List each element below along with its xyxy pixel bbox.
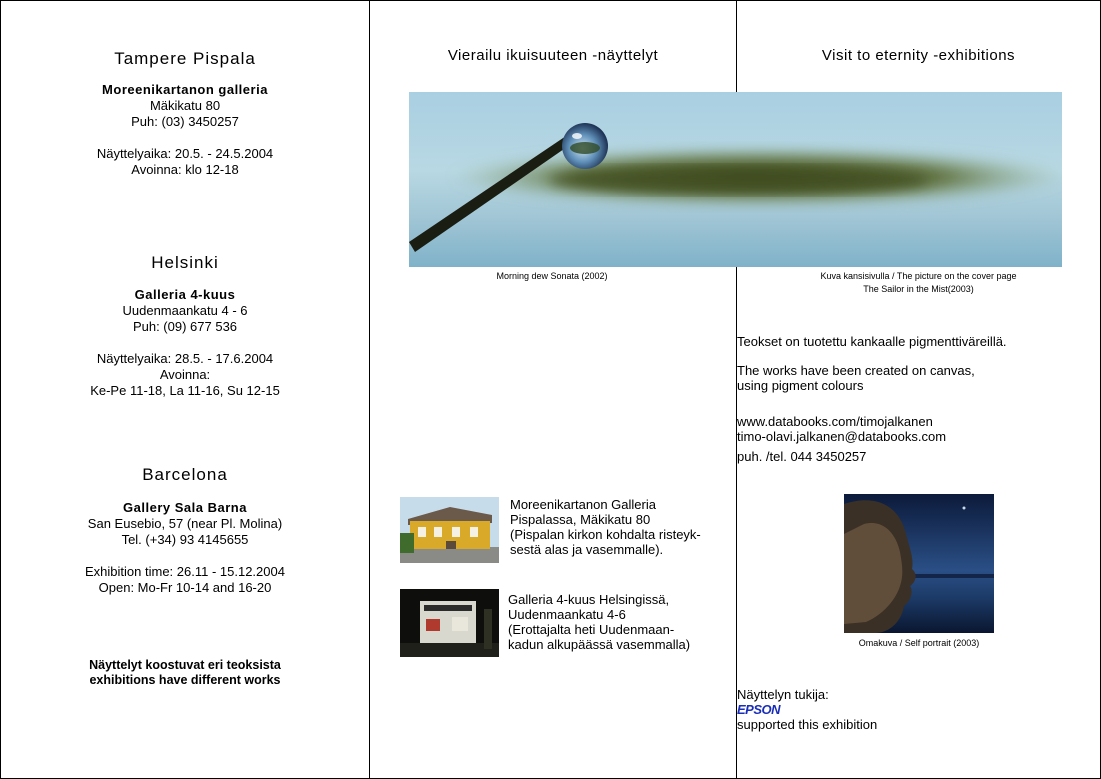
works-en-line2: using pigment colours (737, 378, 864, 393)
note-fi: Näyttelyt koostuvat eri teoksista (89, 658, 281, 672)
sponsor-label: Näyttelyn tukija: (737, 687, 829, 702)
city-title-barcelona: Barcelona (142, 465, 228, 484)
note-en: exhibitions have different works (89, 673, 281, 687)
contact-phone: puh. /tel. 044 3450257 (737, 449, 867, 464)
gallery2-line2: Uudenmaankatu 4-6 (508, 607, 626, 622)
venue-barcelona (1, 500, 369, 596)
phone: Puh: (03) 3450257 (131, 114, 239, 129)
opening-hours: Avoinna: klo 12-18 (131, 162, 239, 177)
website-link[interactable]: www.databooks.com/timojalkanen (737, 414, 933, 429)
panorama-caption: Morning dew Sonata (2002) (496, 271, 608, 281)
gallery-building-photo (400, 497, 499, 563)
gallery1-line3: (Pispalan kirkon kohdalta risteyk- (510, 527, 701, 542)
opening-hours-label: Avoinna: (159, 367, 211, 382)
email-link[interactable]: timo-olavi.jalkanen@databooks.com (737, 429, 947, 444)
works-en-line1: The works have been created on canvas, (737, 363, 975, 378)
gallery-name: Galleria 4-kuus (134, 287, 236, 302)
venue-helsinki (1, 287, 369, 399)
sponsor-text: supported this exhibition (737, 717, 878, 732)
opening-hours: Ke-Pe 11-18, La 11-16, Su 12-15 (90, 383, 280, 398)
exhibition-note (1, 658, 369, 688)
dewdrop-panorama-photo (409, 92, 1062, 267)
portrait-caption: Omakuva / Self portrait (2003) (858, 638, 980, 648)
gallery-storefront-photo (400, 589, 499, 657)
city-title-helsinki: Helsinki (151, 253, 219, 272)
gallery1-description (510, 497, 735, 557)
heading-fi: Vierailu ikuisuuteen -näyttelyt (447, 47, 659, 64)
opening-hours: Open: Mo-Fr 10-14 and 16-20 (98, 580, 272, 595)
gallery1-line4: sestä alas ja vasemmalle). (510, 542, 664, 557)
gallery1-line2: Pispalassa, Mäkikatu 80 (510, 512, 651, 527)
heading-en: Visit to eternity -exhibitions (821, 47, 1016, 64)
venue-tampere (1, 82, 369, 178)
works-en (737, 363, 1100, 393)
works-fi: Teokset on tuotettu kankaalle pigmenttiväreillä. (737, 334, 1007, 349)
sponsor-block (737, 687, 1100, 732)
address: Uudenmaankatu 4 - 6 (122, 303, 248, 318)
gallery2-description (508, 592, 733, 652)
gallery2-line1: Galleria 4-kuus Helsingissä, (508, 592, 670, 607)
contact-block (737, 414, 1100, 464)
gallery1-line1: Moreenikartanon Galleria (510, 497, 656, 512)
exhibition-dates: Näyttelyaika: 28.5. - 17.6.2004 (96, 351, 274, 366)
phone: Puh: (09) 677 536 (132, 319, 238, 334)
gallery2-line3: (Erottajalta heti Uudenmaan- (508, 622, 675, 637)
gallery2-line4: kadun alkupäässä vasemmalla) (508, 637, 691, 652)
gallery-name: Gallery Sala Barna (123, 500, 247, 515)
address: Mäkikatu 80 (149, 98, 221, 113)
city-title-tampere: Tampere Pispala (114, 49, 256, 68)
self-portrait-photo (844, 494, 994, 633)
phone: Tel. (+34) 93 4145655 (121, 532, 249, 547)
cover-caption (781, 270, 1056, 296)
exhibition-dates: Näyttelyaika: 20.5. - 24.5.2004 (96, 146, 274, 161)
epson-logo: EPSON (737, 702, 781, 717)
cover-caption-line1: Kuva kansisivulla / The picture on the cover page (820, 271, 1017, 281)
cover-caption-line2: The Sailor in the Mist(2003) (863, 284, 974, 294)
exhibition-dates: Exhibition time: 26.11 - 15.12.2004 (85, 564, 285, 579)
address: San Eusebio, 57 (near Pl. Molina) (87, 516, 283, 531)
gallery-name: Moreenikartanon galleria (102, 82, 268, 97)
fold-line-1 (369, 1, 370, 778)
